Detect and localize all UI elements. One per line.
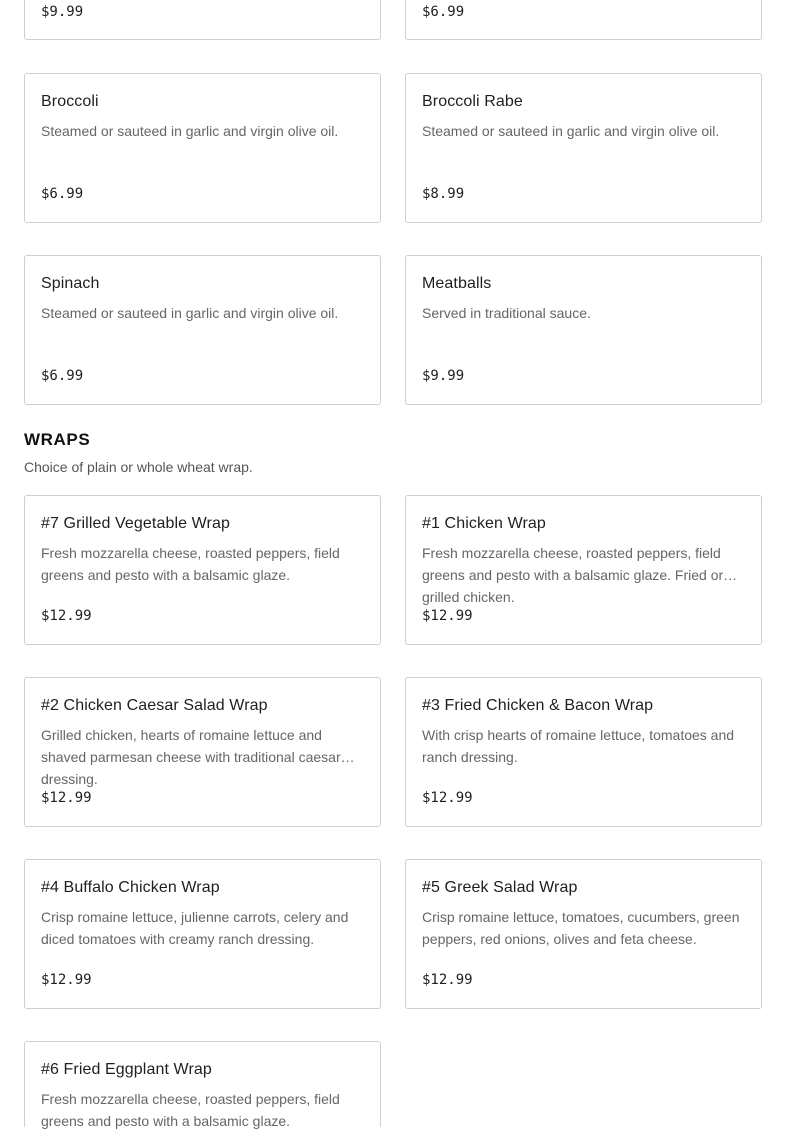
- menu-item-card[interactable]: [24, 73, 381, 223]
- menu-item-card[interactable]: [405, 677, 762, 827]
- menu-item-description: Crisp romaine lettuce, tomatoes, cucumbers, green peppers, red onions, olives and feta cheese.: [422, 909, 740, 947]
- menu-item-name: Meatballs: [422, 275, 492, 292]
- menu-item-name: #4 Buffalo Chicken Wrap: [41, 879, 220, 896]
- menu-item-card[interactable]: [24, 1041, 381, 1127]
- menu-item-description: Fresh mozzarella cheese, roasted peppers, field greens and pesto with a balsamic glaze.: [41, 545, 340, 583]
- menu-item-card[interactable]: [405, 0, 762, 40]
- menu-item-price: $9.99: [422, 368, 465, 384]
- menu-item-description: Fresh mozzarella cheese, roasted peppers, field greens and pesto with a balsamic glaze. Fried or grilled chicken.: [422, 545, 724, 605]
- menu-item-price: $12.99: [422, 790, 473, 806]
- menu-item-description: Steamed or sauteed in garlic and virgin olive oil.: [41, 123, 339, 139]
- menu-item-name: #7 Grilled Vegetable Wrap: [41, 515, 230, 532]
- menu-item-card[interactable]: [24, 677, 381, 827]
- menu-item-name: Broccoli Rabe: [422, 93, 523, 110]
- menu-item-description: Grilled chicken, hearts of romaine lettuce and shaved parmesan cheese with traditional caesar dressing.: [41, 727, 341, 787]
- menu-item-card[interactable]: [24, 255, 381, 405]
- menu-item-price: $12.99: [41, 790, 92, 806]
- menu-item-description: Steamed or sauteed in garlic and virgin olive oil.: [422, 123, 720, 139]
- menu-item-description: Fresh mozzarella cheese, roasted peppers, field greens and pesto with a balsamic glaze.: [41, 1091, 340, 1129]
- menu-item-description: Served in traditional sauce.: [422, 305, 591, 321]
- menu-item-card[interactable]: [24, 0, 381, 40]
- section-subtitle: Choice of plain or whole wheat wrap.: [24, 459, 253, 475]
- menu-item-name: #2 Chicken Caesar Salad Wrap: [41, 697, 268, 714]
- menu-item-price: $8.99: [422, 186, 465, 202]
- menu-item-card[interactable]: [405, 859, 762, 1009]
- menu-item-name: #1 Chicken Wrap: [422, 515, 546, 532]
- menu-item-description: Crisp romaine lettuce, julienne carrots, celery and diced tomatoes with creamy ranch dressing.: [41, 909, 349, 947]
- menu-item-description: Steamed or sauteed in garlic and virgin olive oil.: [41, 305, 339, 321]
- menu-item-price: $9.99: [41, 4, 84, 20]
- menu-item-name: #5 Greek Salad Wrap: [422, 879, 578, 896]
- menu-item-price: $12.99: [422, 608, 473, 624]
- menu-item-name: #3 Fried Chicken & Bacon Wrap: [422, 697, 654, 714]
- menu-item-price: $12.99: [422, 972, 473, 988]
- menu-item-card[interactable]: [405, 495, 762, 645]
- menu-item-name: Spinach: [41, 275, 100, 292]
- menu-item-card[interactable]: [405, 255, 762, 405]
- menu-item-price: $6.99: [422, 4, 465, 20]
- menu-item-card[interactable]: [24, 859, 381, 1009]
- menu-item-name: Broccoli: [41, 93, 99, 110]
- menu-item-price: $6.99: [41, 368, 84, 384]
- menu-item-description: With crisp hearts of romaine lettuce, tomatoes and ranch dressing.: [422, 727, 735, 765]
- menu-item-card[interactable]: [24, 495, 381, 645]
- section-title: WRAPS: [24, 430, 91, 449]
- menu-item-card[interactable]: [405, 73, 762, 223]
- menu-item-price: $12.99: [41, 608, 92, 624]
- menu-item-name: #6 Fried Eggplant Wrap: [41, 1061, 212, 1078]
- menu-item-price: $6.99: [41, 186, 84, 202]
- menu-item-price: $12.99: [41, 972, 92, 988]
